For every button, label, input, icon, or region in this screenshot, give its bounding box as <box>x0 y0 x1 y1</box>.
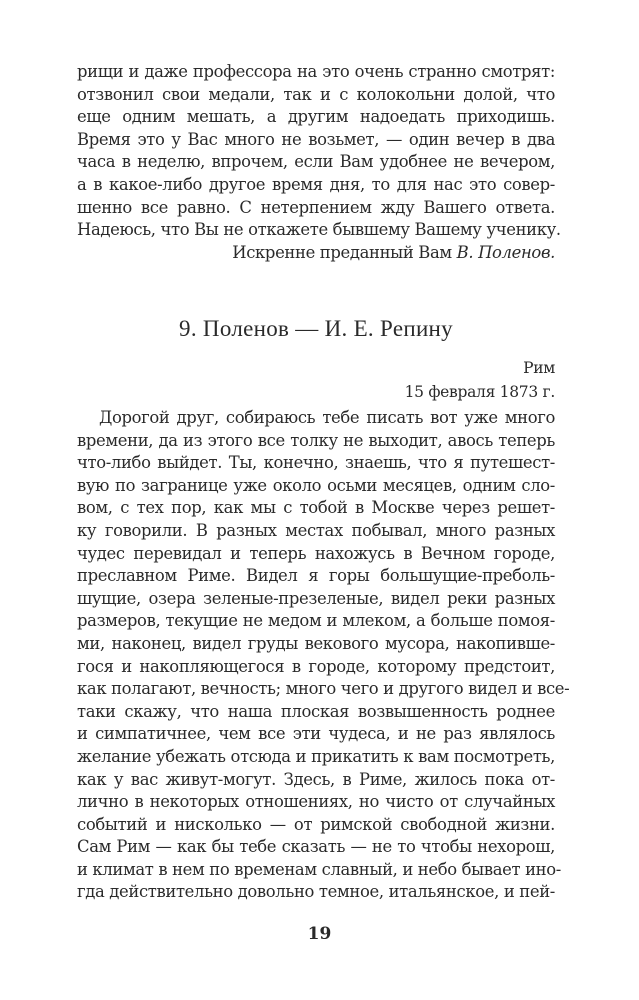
text-line: рищи и даже профессора на это очень странно смотрят: <box>77 62 555 81</box>
text-line: часа в неделю, впрочем, если Вам удобнее не вечером, <box>77 152 555 172</box>
text-line: шущие, озера зеленые-презеленые, видел реки разных <box>77 588 555 608</box>
signature <box>77 242 555 265</box>
text-line: вом, с тех пор, как мы с тобой в Москве через решет- <box>77 498 555 518</box>
text-line: а в какое-либо другое время дня, то для нас это совер- <box>77 174 555 194</box>
signature-name: В. Поленов. <box>456 242 555 262</box>
text-line: лично в некоторых отношениях, но чисто от случайных <box>77 792 555 812</box>
text-line: еще одним мешать, а другим надоедать приходишь. <box>77 107 555 127</box>
text-line: Сам Рим — как бы тебе сказать — не то чтобы нехорош, <box>77 837 555 857</box>
letter-date: 15 февраля 1873 г. <box>404 383 555 401</box>
letter-place: Рим <box>523 359 555 377</box>
text-line: отзвонил свои медали, так и с колокольни долой, что <box>77 84 555 104</box>
text-line: Дорогой друг, собираюсь тебе писать вот уже много <box>99 408 555 427</box>
letter-body <box>77 407 570 904</box>
text-line: событий и нисколько — от римской свободной жизни. <box>77 814 555 834</box>
text-line: размеров, текущие не медом и млеком, а больше помоя- <box>77 611 555 631</box>
text-line: шенно все равно. С нетерпением жду Вашего ответа. <box>77 197 555 217</box>
previous-letter-ending <box>77 61 561 264</box>
text-line: чудес перевидал и теперь нахожусь в Вечном городе, <box>77 543 555 563</box>
text-line: Надеюсь, что Вы не откажете бывшему Вашему ученику. <box>77 220 561 240</box>
text-line: преславном Риме. Видел я горы большущие-преболь- <box>77 566 555 586</box>
text-line: и климат в нем по временам славный, и небо бывает ино- <box>77 859 561 879</box>
text-line: гося и накопляющегося в городе, которому предстоит, <box>77 656 555 676</box>
text-line: таки скажу, что наша плоская возвышенность роднее <box>77 701 555 721</box>
text-line: как у вас живут-могут. Здесь, в Риме, жилось пока от- <box>77 769 555 789</box>
text-line: гда действительно довольно темное, итальянское, и пей- <box>77 882 555 902</box>
page-number: 19 <box>307 924 332 944</box>
letter-heading: 9. Поленов — И. Е. Репину <box>179 316 453 341</box>
text-line: и симпатичнее, чем все эти чудеса, и не раз являлось <box>77 724 555 744</box>
letter-place-date <box>77 356 555 404</box>
text-line: желание убежать отсюда и прикатить к вам посмотреть, <box>77 746 555 766</box>
text-line: Время это у Вас много не возьмет, — один вечер в два <box>77 129 555 149</box>
text-line: что-либо выйдет. Ты, конечно, знаешь, что я путешест- <box>77 453 555 473</box>
text-line: вую по загранице уже около осьми месяцев, одним сло- <box>77 475 555 495</box>
text-line: как полагают, вечность; много чего и другого видел и все- <box>77 679 570 699</box>
text-line: времени, да из этого все толку не выходит, авось теперь <box>77 430 555 450</box>
text-line: ку говорили. В разных местах побывал, много разных <box>77 520 555 540</box>
signature-text: Искренне преданный Вам <box>232 242 457 262</box>
text-line: ми, наконец, видел груды векового мусора, накопивше- <box>77 633 555 653</box>
